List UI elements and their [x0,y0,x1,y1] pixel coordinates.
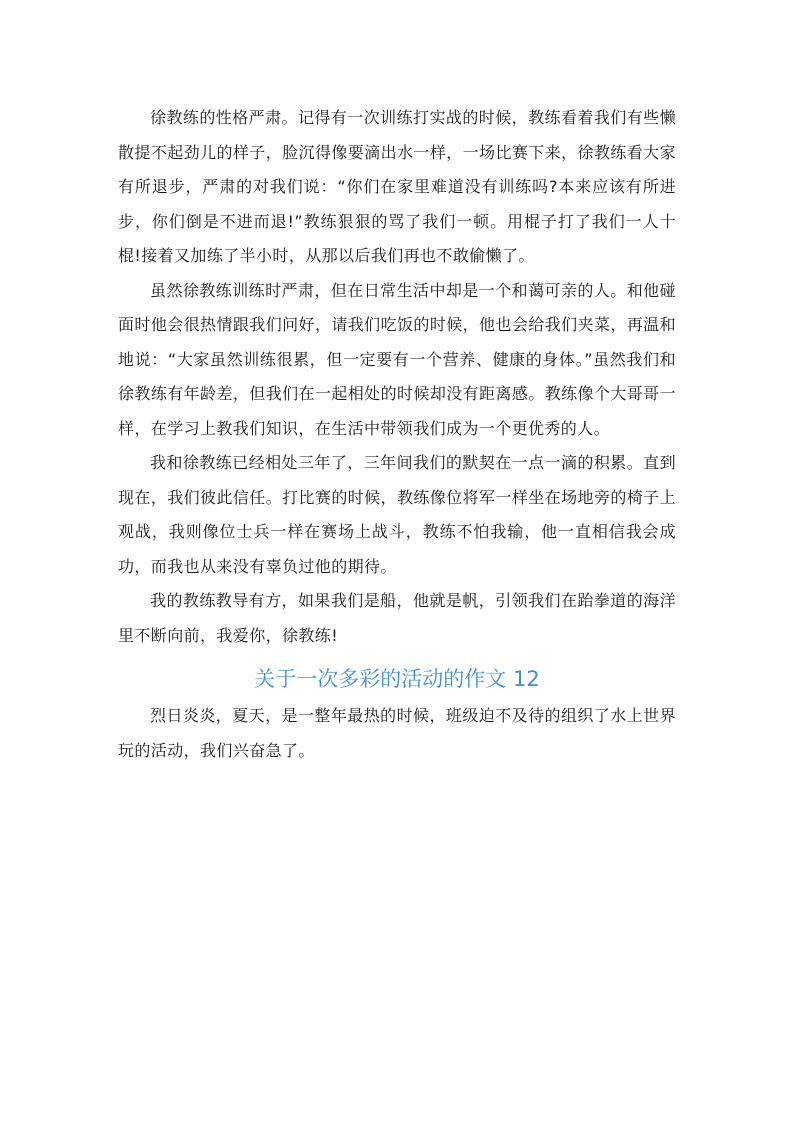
paragraph-summer-activity: 烈日炎炎，夏天，是一整年最热的时候，班级迫不及待的组织了水上世界玩的活动，我们兴奋急了。 [118,706,676,760]
paragraph-three-years: 我和徐教练已经相处三年了，三年间我们的默契在一点一滴的积累。直到现在，我们彼此信任。打比赛的时候，教练像位将军一样坐在场地旁的椅子上观战，我则像位士兵一样在赛场上战斗，教练不怕我输，他一直相信我会成功，而我也从来没有辜负过他的期待。 [118,453,676,576]
paragraph-kind-coach: 虽然徐教练训练时严肃，但在日常生活中却是一个和蔼可亲的人。和他碰面时他会很热情跟我们问好，请我们吃饭的时候，他也会给我们夹菜，再温和地说：“大家虽然训练很累，但一定要有一个营养、健康的身体。”虽然我们和徐教练有年龄差，但我们在一起相处的时候却没有距离感。教练像个大哥哥一样，在学习上教我们知识，在生活中带领我们成为一个更优秀的人。 [118,280,676,438]
paragraph-conclusion: 我的教练教导有方，如果我们是船，他就是帆，引领我们在跆拳道的海洋里不断向前，我爱你，徐教练! [118,591,676,645]
paragraph-strict-coach: 徐教练的性格严肃。记得有一次训练打实战的时候，教练看着我们有些懒散提不起劲儿的样子，脸沉得像要滴出水一样，一场比赛下来，徐教练看大家有所退步，严肃的对我们说：“你们在家里难道没有训练吗?本来应该有所进步，你们倒是不进而退!”教练狠狠的骂了我们一顿。用棍子打了我们一人十棍!接着又加练了半小时，从那以后我们再也不敢偷懒了。 [118,108,676,265]
document-page [118,101,676,768]
essay-heading: 关于一次多彩的活动的作文 12 [254,667,540,691]
